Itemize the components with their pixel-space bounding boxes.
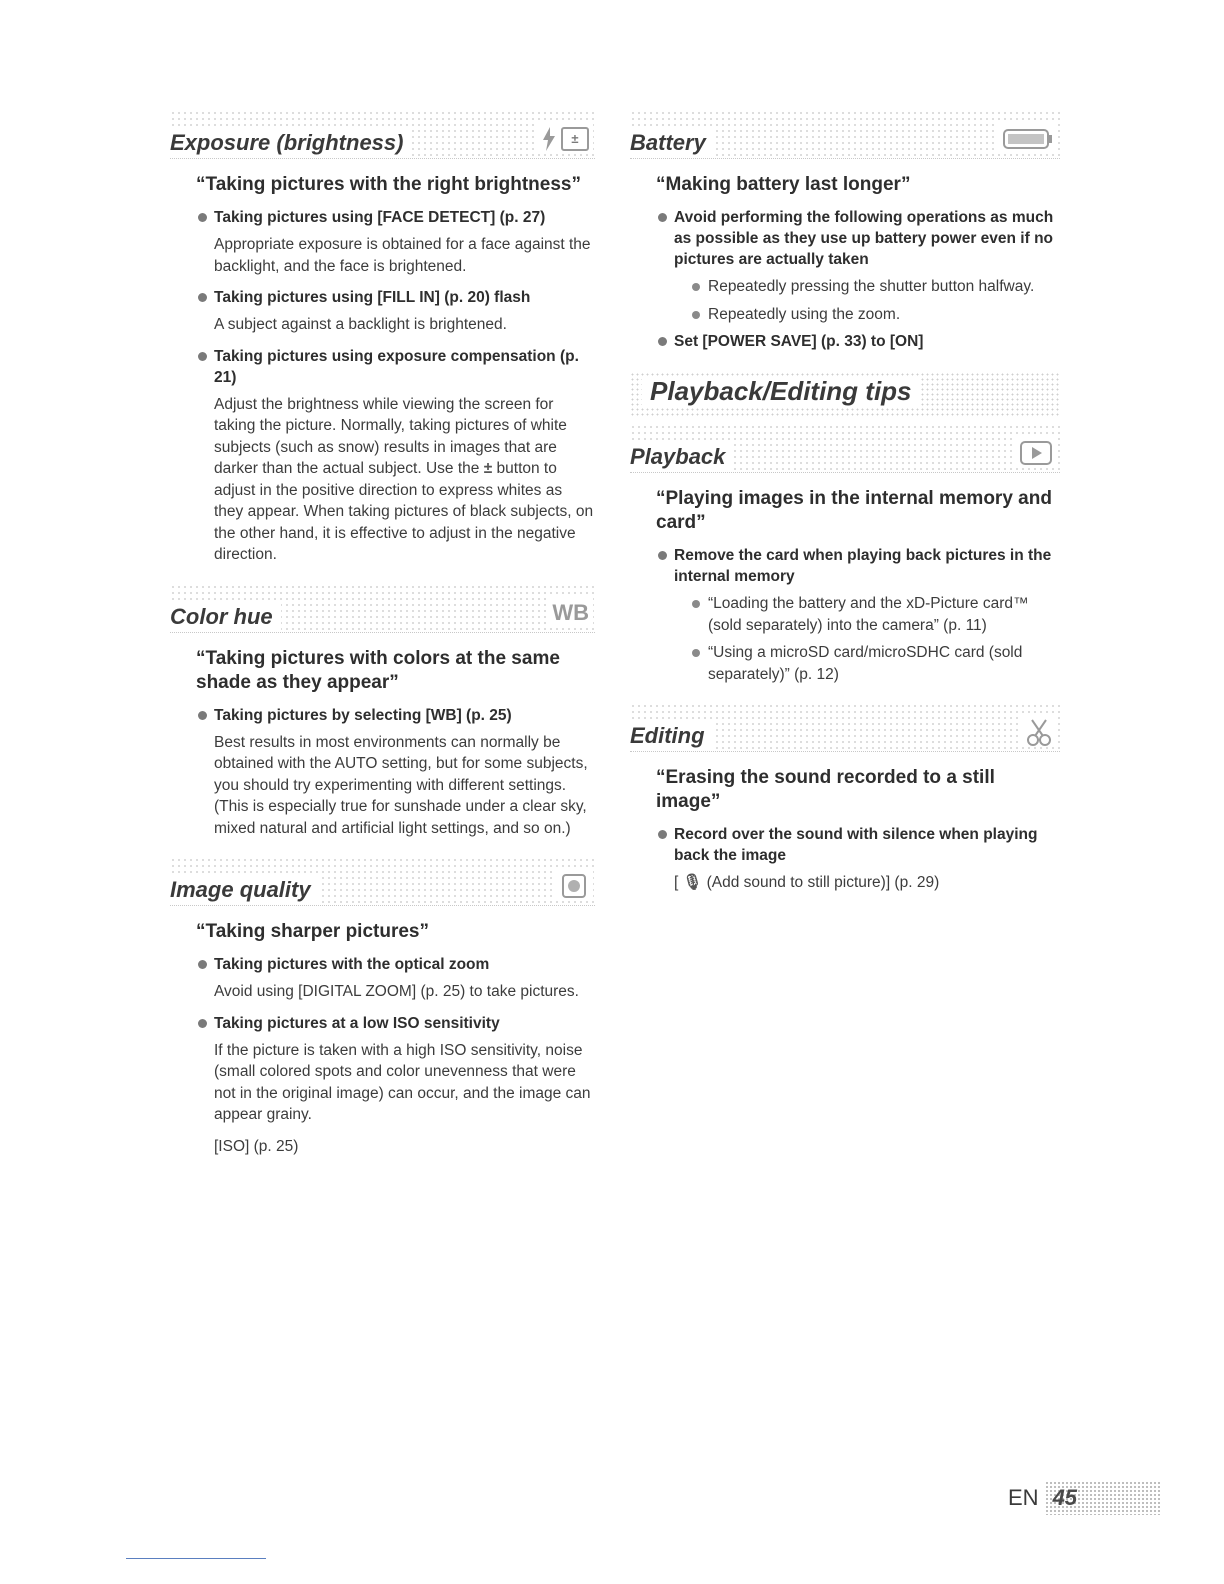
section-title-exposure: Exposure (brightness): [170, 130, 411, 156]
exposure-desc-2: A subject against a backlight is brightened.: [214, 316, 507, 333]
battery-subitem-2: Repeatedly using the zoom.: [692, 304, 1060, 326]
quality-item-2: Taking pictures at a low ISO sensitivity: [198, 1013, 595, 1034]
section-title-editing: Editing: [630, 723, 713, 749]
battery-quote: “Making battery last longer”: [656, 174, 911, 195]
playback-item-1: Remove the card when playing back pictures in the internal memory: [658, 545, 1060, 587]
page-number-box: 45: [1045, 1481, 1161, 1515]
editing-ref-text: (Add sound to still picture)] (p. 29): [706, 874, 940, 891]
scissors-icon: [1020, 717, 1058, 747]
footer-rule: [126, 1558, 266, 1559]
exposure-quote: “Taking pictures with the right brightness”: [196, 174, 581, 195]
editing-item-1: Record over the sound with silence when playing back the image: [658, 824, 1060, 866]
playback-quote: “Playing images in the internal memory and card”: [656, 488, 1052, 533]
image-quality-icon: [555, 871, 593, 901]
exposure-desc-3: [214, 394, 595, 566]
flash-exposure-icon: ±: [536, 124, 593, 154]
exposure-desc-3-after: button to adjust in the positive direction to express whites as they appear. When taking pictures of black subjects, on the other hand, it is effective to adjust in the negative direction.: [214, 460, 594, 563]
color-desc-1: Best results in most environments can normally be obtained with the AUTO setting, but for some subjects, you should try experimenting with different settings. (This is especially true for sunshade under a clear sky, mixed natural and artificial light settings, and so on.): [214, 733, 588, 837]
chapter-header: [630, 372, 1060, 416]
exposure-desc-3-before: Adjust the brightness while viewing the screen for taking the picture. Normally, taking pictures of white subjects (such as snow) results in images that are darker than the actual subject. Use the: [214, 395, 567, 477]
section-header-exposure: [170, 110, 595, 159]
exposure-item-2: Taking pictures using [FILL IN] (p. 20) flash: [198, 287, 595, 308]
color-quote: “Taking pictures with colors at the same shade as they appear”: [196, 647, 560, 693]
battery-subitem-1: Repeatedly pressing the shutter button halfway.: [692, 276, 1060, 298]
quality-desc-1: Avoid using [DIGITAL ZOOM] (p. 25) to take pictures.: [214, 983, 579, 1000]
editing-ref: [674, 872, 1060, 894]
quality-item-1: Taking pictures with the optical zoom: [198, 954, 595, 975]
quality-desc-2: If the picture is taken with a high ISO sensitivity, noise (small colored spots and color unevenness that were not in the original image) can occur, and the image can appear grainy.: [214, 1041, 591, 1123]
battery-icon: [996, 124, 1058, 154]
page-number: [1008, 1480, 1161, 1516]
section-header-color: [170, 584, 595, 633]
section-title-quality: Image quality: [170, 877, 319, 903]
exposure-desc-1: Appropriate exposure is obtained for a face against the backlight, and the face is brightened.: [214, 236, 591, 275]
exposure-compensation-icon: ±: [483, 460, 493, 477]
exposure-item-3: Taking pictures using exposure compensation (p. 21): [198, 346, 595, 388]
quality-quote: “Taking sharper pictures”: [196, 921, 429, 942]
playback-icon: [1014, 438, 1058, 468]
microphone-icon: 🎙: [682, 874, 703, 891]
left-column: [170, 110, 595, 1167]
section-header-quality: [170, 857, 595, 906]
playback-subitem-2: “Using a microSD card/microSDHC card (sold separately)” (p. 12): [692, 642, 1060, 685]
editing-ref-open: [: [674, 874, 679, 891]
white-balance-icon: WB: [548, 598, 593, 628]
section-header-playback: [630, 424, 1060, 473]
section-title-battery: Battery: [630, 130, 714, 156]
section-header-battery: [630, 110, 1060, 159]
editing-quote: “Erasing the sound recorded to a still image”: [656, 767, 995, 812]
color-item-1: Taking pictures by selecting [WB] (p. 25): [198, 705, 595, 726]
quality-ref: [ISO] (p. 25): [214, 1137, 299, 1155]
battery-item-1: Avoid performing the following operations as much as possible as they use up battery power even if no pictures are actually taken: [658, 207, 1060, 270]
section-title-color: Color hue: [170, 604, 281, 630]
right-column: [630, 110, 1060, 904]
section-header-editing: [630, 703, 1060, 752]
exposure-item-1: Taking pictures using [FACE DETECT] (p. 27): [198, 207, 595, 228]
page-language: EN: [1008, 1485, 1039, 1510]
section-title-playback: Playback: [630, 444, 733, 470]
battery-item-2: Set [POWER SAVE] (p. 33) to [ON]: [658, 331, 1060, 352]
chapter-title: Playback/Editing tips: [642, 376, 920, 407]
playback-subitem-1: “Loading the battery and the xD-Picture card™ (sold separately) into the camera” (p. 11): [692, 593, 1060, 636]
